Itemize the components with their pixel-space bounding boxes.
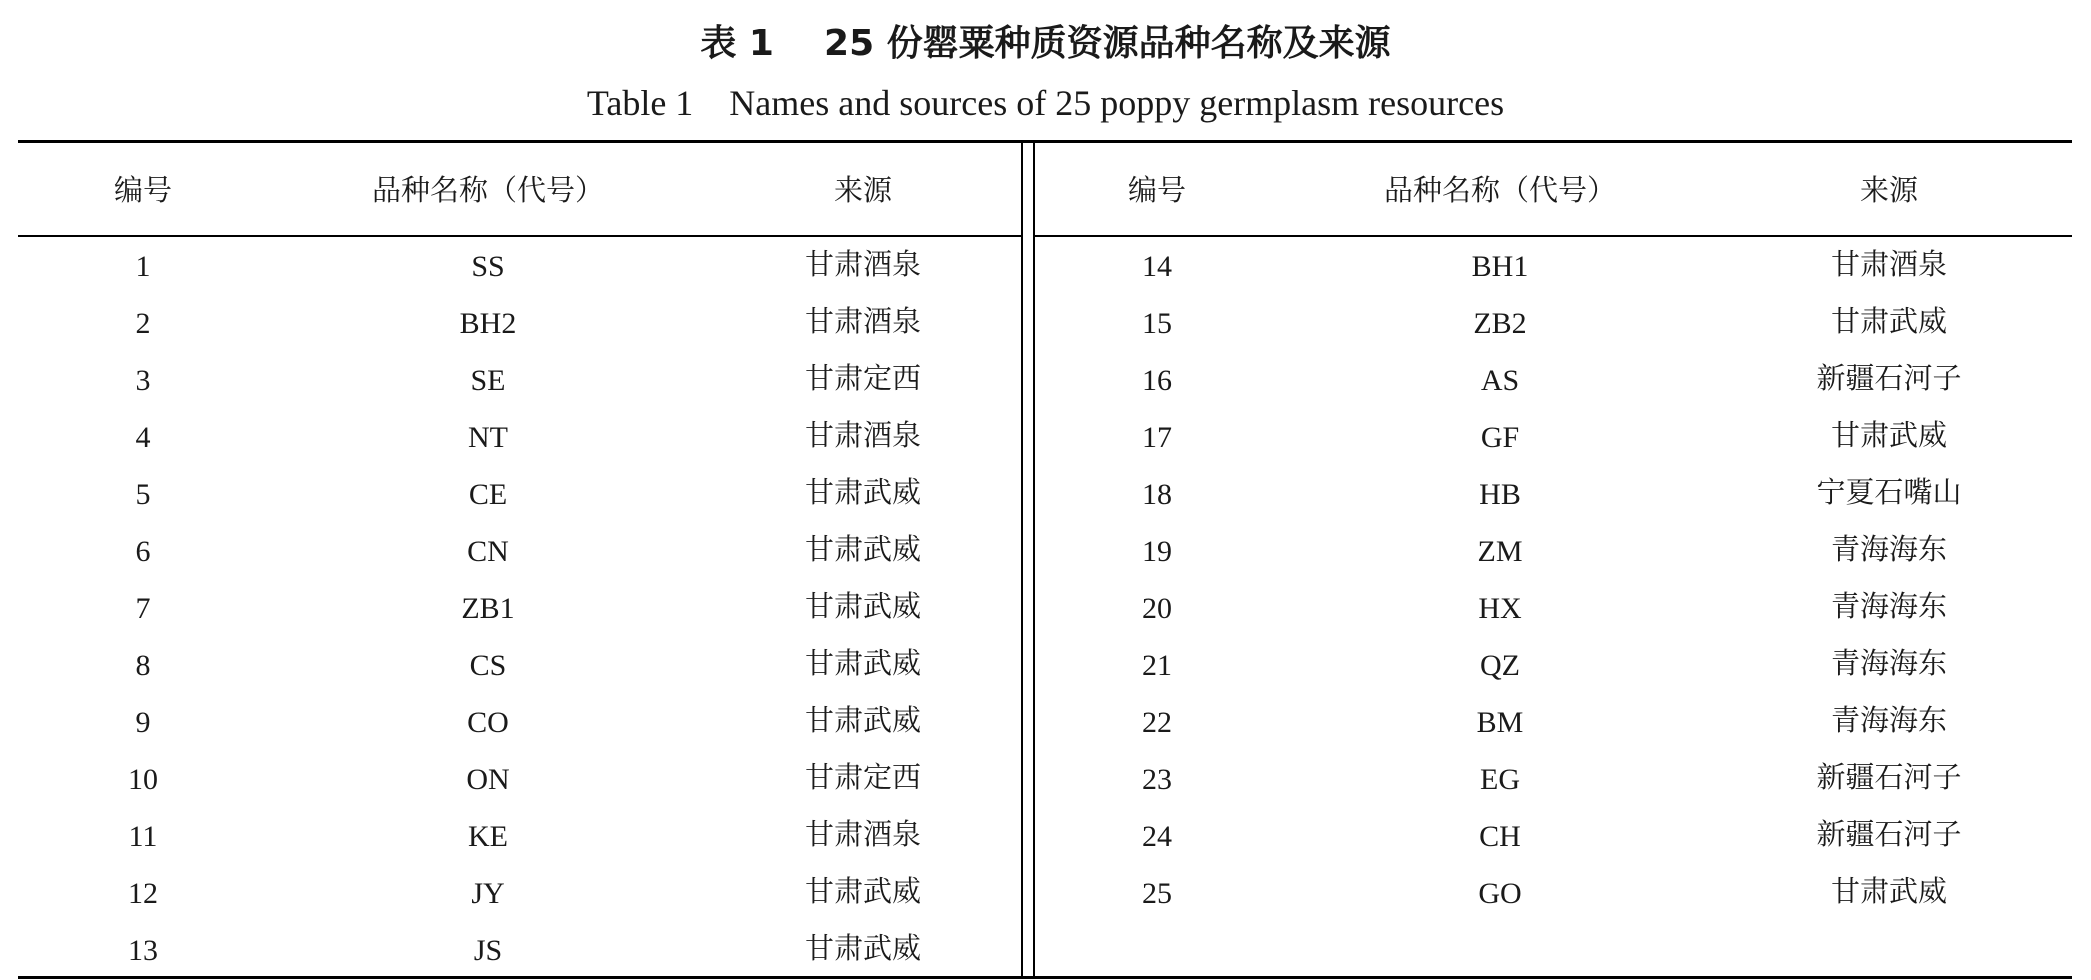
source-location: 甘肃酒泉 [804,418,921,452]
variety-code: GO [1478,877,1522,910]
source-location: 甘肃武威 [804,703,921,737]
variety-code: HX [1478,592,1522,625]
source-location: 甘肃武威 [1830,874,1947,908]
variety-code: BH1 [1471,250,1529,283]
row-number: 19 [1142,535,1172,568]
variety-code: KE [468,820,508,853]
source-location: 甘肃武威 [804,931,921,965]
variety-code: JS [473,934,503,967]
variety-code: BH2 [459,307,517,340]
variety-code: SE [470,364,506,397]
table-row [1035,808,2072,865]
variety-code: BM [1476,706,1524,739]
variety-code: GF [1480,421,1520,454]
source-location: 新疆石河子 [1816,361,1962,395]
table-row [18,751,1021,808]
source-location: 甘肃酒泉 [1830,247,1947,281]
header-number: 编号 [1127,173,1186,207]
source-location: 甘肃武威 [804,532,921,566]
source-location: 甘肃武威 [1830,418,1947,452]
source-location: 甘肃酒泉 [804,304,921,338]
table-row [18,922,1021,979]
row-number: 4 [135,421,151,454]
row-number: 13 [128,934,158,967]
variety-code: HB [1479,478,1521,511]
row-number: 8 [135,649,151,682]
variety-code: JY [471,877,505,910]
table-row [18,637,1021,694]
row-number: 5 [135,478,151,511]
left-table-body [18,238,1021,979]
row-number: 20 [1142,592,1172,625]
variety-code: CO [467,706,509,739]
row-number: 6 [135,535,151,568]
variety-code: ZM [1477,535,1523,568]
table-row [1035,694,2072,751]
source-location: 甘肃武威 [804,646,921,680]
row-number: 12 [128,877,158,910]
table-row [1035,751,2072,808]
header-number: 编号 [113,173,172,207]
row-number: 10 [128,763,158,796]
right-table-body [1035,238,2072,922]
source-location: 新疆石河子 [1816,760,1962,794]
row-number: 17 [1142,421,1172,454]
table-row [1035,295,2072,352]
table-row [1035,865,2072,922]
source-location: 甘肃酒泉 [804,247,921,281]
source-location: 甘肃武威 [804,475,921,509]
header-rule-left [18,235,1021,237]
row-number: 3 [135,364,151,397]
row-number: 18 [1142,478,1172,511]
variety-code: QZ [1480,649,1520,682]
table-row [18,523,1021,580]
variety-code: SS [471,250,505,283]
variety-code: EG [1480,763,1520,796]
table-row [18,295,1021,352]
source-location: 甘肃武威 [804,589,921,623]
source-location: 甘肃定西 [804,760,921,794]
row-number: 2 [135,307,151,340]
table-caption-chinese: 表 1 25 份罂粟种质资源品种名称及来源 [700,23,1391,64]
row-number: 11 [128,820,158,853]
row-number: 24 [1142,820,1172,853]
source-location: 宁夏石嘴山 [1816,475,1962,509]
table-row [18,865,1021,922]
header-variety: 品种名称（代号） [1383,173,1616,207]
row-number: 23 [1142,763,1172,796]
source-location: 青海海东 [1830,646,1947,680]
variety-code: CN [467,535,509,568]
source-location: 甘肃武威 [804,874,921,908]
header-variety: 品种名称（代号） [371,173,604,207]
header-source: 来源 [833,173,892,207]
variety-code: ZB2 [1473,307,1527,340]
table-row [1035,409,2072,466]
source-location: 新疆石河子 [1816,817,1962,851]
table-row [18,580,1021,637]
header-rule-right [1035,235,2072,237]
table-row [1035,637,2072,694]
table-row [1035,352,2072,409]
source-location: 甘肃武威 [1830,304,1947,338]
double-divider-line-1 [1021,142,1023,976]
variety-code: ZB1 [461,592,515,625]
variety-code: CE [468,478,508,511]
table-row [1035,580,2072,637]
table-row [18,238,1021,295]
table-row [1035,523,2072,580]
source-location: 青海海东 [1830,703,1947,737]
row-number: 14 [1142,250,1172,283]
row-number: 22 [1142,706,1172,739]
row-number: 16 [1142,364,1172,397]
source-location: 青海海东 [1830,589,1947,623]
table-caption-english: Table 1 Names and sources of 25 poppy germplasm resources [586,83,1505,123]
table-row [1035,466,2072,523]
variety-code: NT [468,421,508,454]
row-number: 7 [135,592,151,625]
table-row [18,466,1021,523]
table-row [18,808,1021,865]
row-number: 15 [1142,307,1172,340]
row-number: 21 [1142,649,1172,682]
row-number: 9 [135,706,151,739]
variety-code: CS [469,649,507,682]
table-row [18,694,1021,751]
variety-code: ON [466,763,510,796]
source-location: 青海海东 [1830,532,1947,566]
row-number: 25 [1142,877,1172,910]
table-row [18,409,1021,466]
header-source: 来源 [1859,173,1918,207]
table-row [1035,238,2072,295]
source-location: 甘肃酒泉 [804,817,921,851]
variety-code: CH [1479,820,1521,853]
source-location: 甘肃定西 [804,361,921,395]
variety-code: AS [1480,364,1520,397]
table-row [18,352,1021,409]
row-number: 1 [135,250,151,283]
